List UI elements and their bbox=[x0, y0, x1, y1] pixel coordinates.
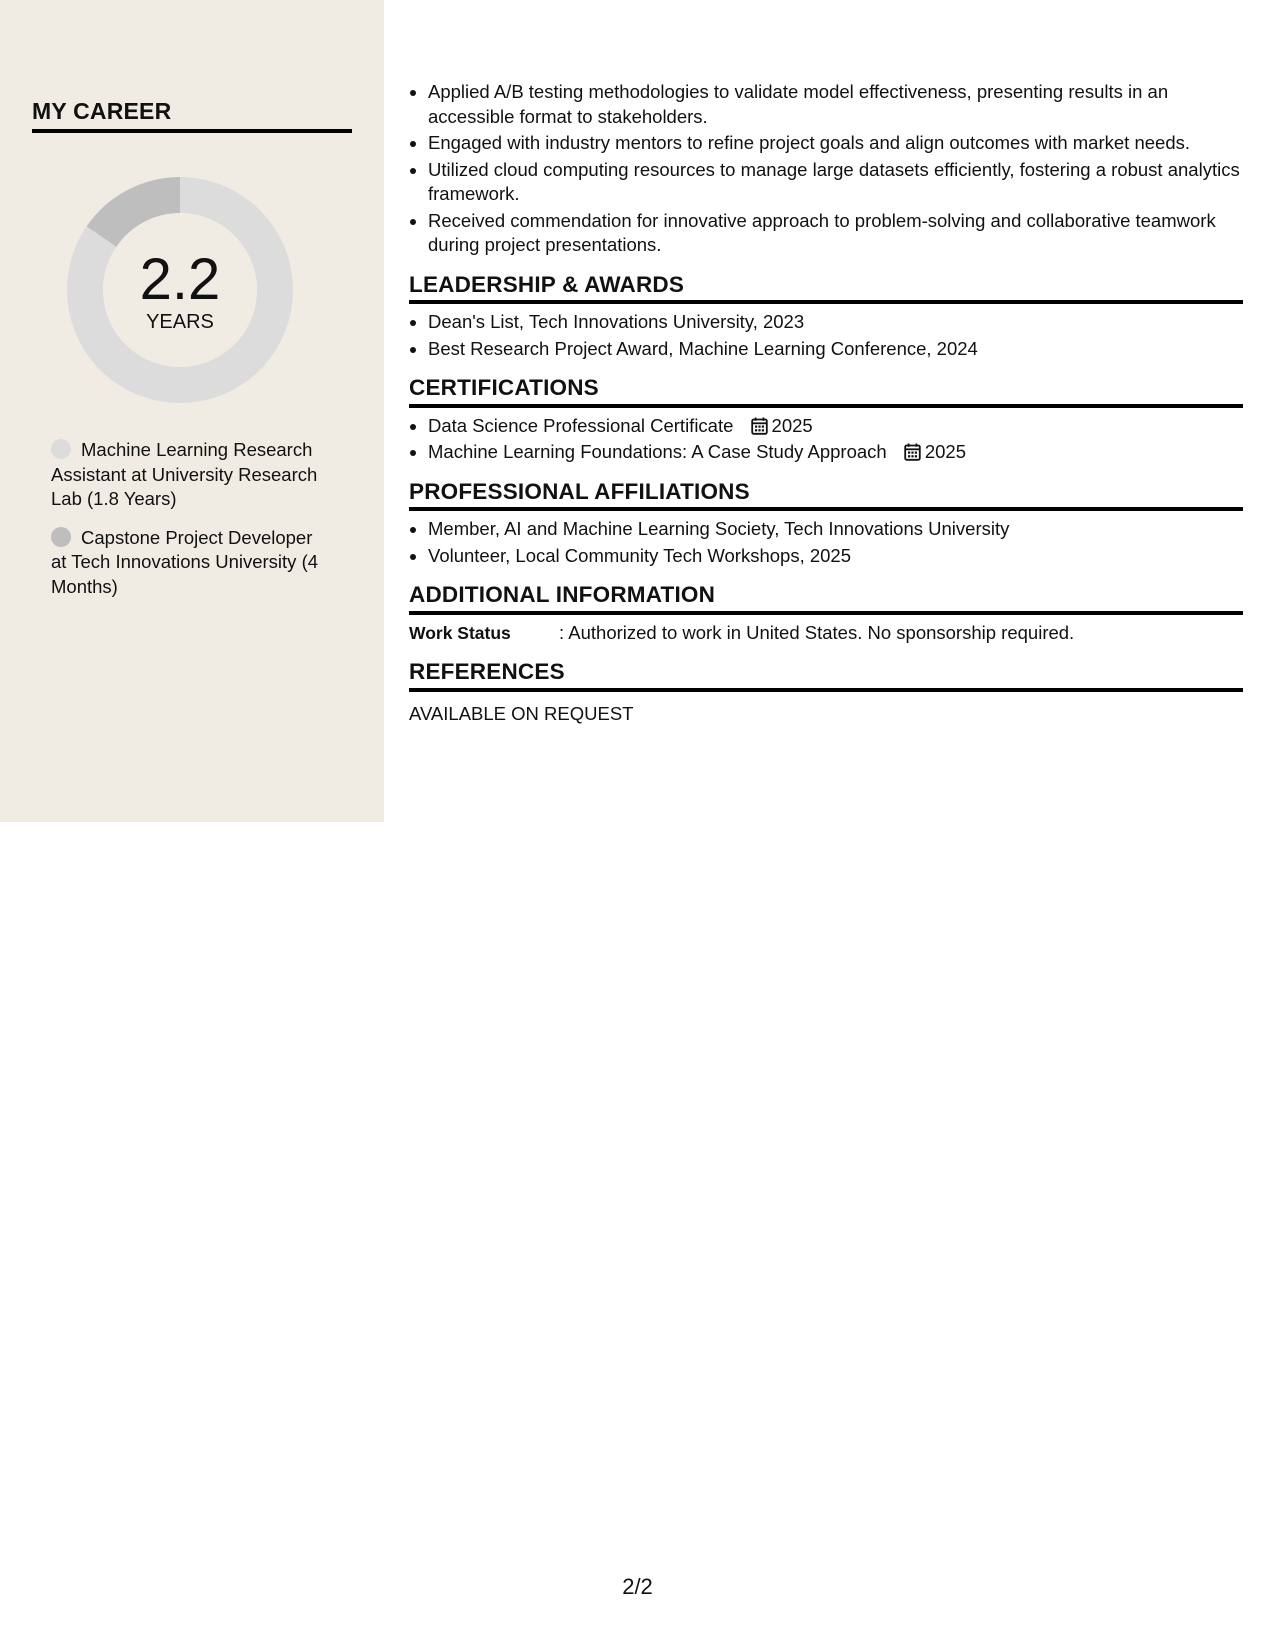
experience-bullet: • Utilized cloud computing resources to manage large datasets efficiently, fostering a robust analytics framework. bbox=[428, 158, 1243, 207]
experience-bullet: • Received commendation for innovative approach to problem-solving and collaborative teamwork during project presentations. bbox=[428, 209, 1243, 258]
page-number: 2/2 bbox=[622, 1574, 653, 1599]
certifications-section bbox=[409, 414, 1243, 465]
total-years-value: 2.2 bbox=[139, 247, 221, 312]
leadership-section bbox=[409, 310, 1243, 361]
career-donut-chart bbox=[67, 177, 293, 403]
donut-center bbox=[67, 247, 293, 334]
leadership-heading: LEADERSHIP & AWARDS bbox=[409, 273, 1243, 305]
legend-dot bbox=[51, 439, 71, 459]
affiliations-heading: PROFESSIONAL AFFILIATIONS bbox=[409, 480, 1243, 512]
certification-item bbox=[428, 440, 1243, 465]
sidebar bbox=[0, 0, 384, 822]
certifications-list bbox=[409, 414, 1243, 465]
affiliation-item: • Volunteer, Local Community Tech Workshops, 2025 bbox=[428, 544, 1243, 569]
certification-item bbox=[428, 414, 1243, 439]
career-heading: MY CAREER bbox=[32, 98, 352, 133]
calendar-icon bbox=[751, 417, 768, 435]
affiliations-section bbox=[409, 517, 1243, 568]
award-item: • Dean's List, Tech Innovations University, 2023 bbox=[428, 310, 1243, 335]
award-item: • Best Research Project Award, Machine Learning Conference, 2024 bbox=[428, 337, 1243, 362]
experience-bullet: • Engaged with industry mentors to refine project goals and align outcomes with market needs. bbox=[428, 131, 1243, 156]
references-text: AVAILABLE ON REQUEST bbox=[409, 702, 634, 724]
legend-item-research-assistant bbox=[51, 438, 331, 512]
legend-dot bbox=[51, 527, 71, 547]
work-status-label: Work Status bbox=[409, 622, 511, 643]
career-legend bbox=[51, 438, 331, 613]
experience-bullet-list bbox=[409, 80, 1243, 258]
certification-year: 2025 bbox=[924, 441, 966, 462]
total-years-unit: YEARS bbox=[146, 311, 214, 333]
certification-name: Machine Learning Foundations: A Case Study Approach bbox=[428, 441, 887, 462]
main-content bbox=[409, 80, 1243, 726]
certification-year: 2025 bbox=[771, 414, 813, 436]
legend-item-capstone-developer bbox=[51, 526, 331, 600]
legend-label: Capstone Project Developer at Tech Innovations University (4 Months) bbox=[51, 526, 319, 597]
work-status-value: : Authorized to work in United States. No sponsorship required. bbox=[559, 621, 1075, 643]
additional-info-heading: ADDITIONAL INFORMATION bbox=[409, 583, 1243, 615]
legend-label: Machine Learning Research Assistant at University Research Lab (1.8 Years) bbox=[51, 439, 318, 509]
experience-bullet: • Applied A/B testing methodologies to validate model effectiveness, presenting results in an accessible format to stakeholders. bbox=[428, 80, 1243, 129]
references-heading: REFERENCES bbox=[409, 660, 1243, 692]
leadership-list bbox=[409, 310, 1243, 361]
affiliation-item: • Member, AI and Machine Learning Society, Tech Innovations University bbox=[428, 517, 1243, 542]
work-status-row bbox=[409, 621, 1243, 646]
certifications-heading: CERTIFICATIONS bbox=[409, 376, 1243, 408]
certification-name: Data Science Professional Certificate bbox=[428, 414, 734, 436]
affiliations-list bbox=[409, 517, 1243, 568]
calendar-icon bbox=[904, 443, 921, 461]
